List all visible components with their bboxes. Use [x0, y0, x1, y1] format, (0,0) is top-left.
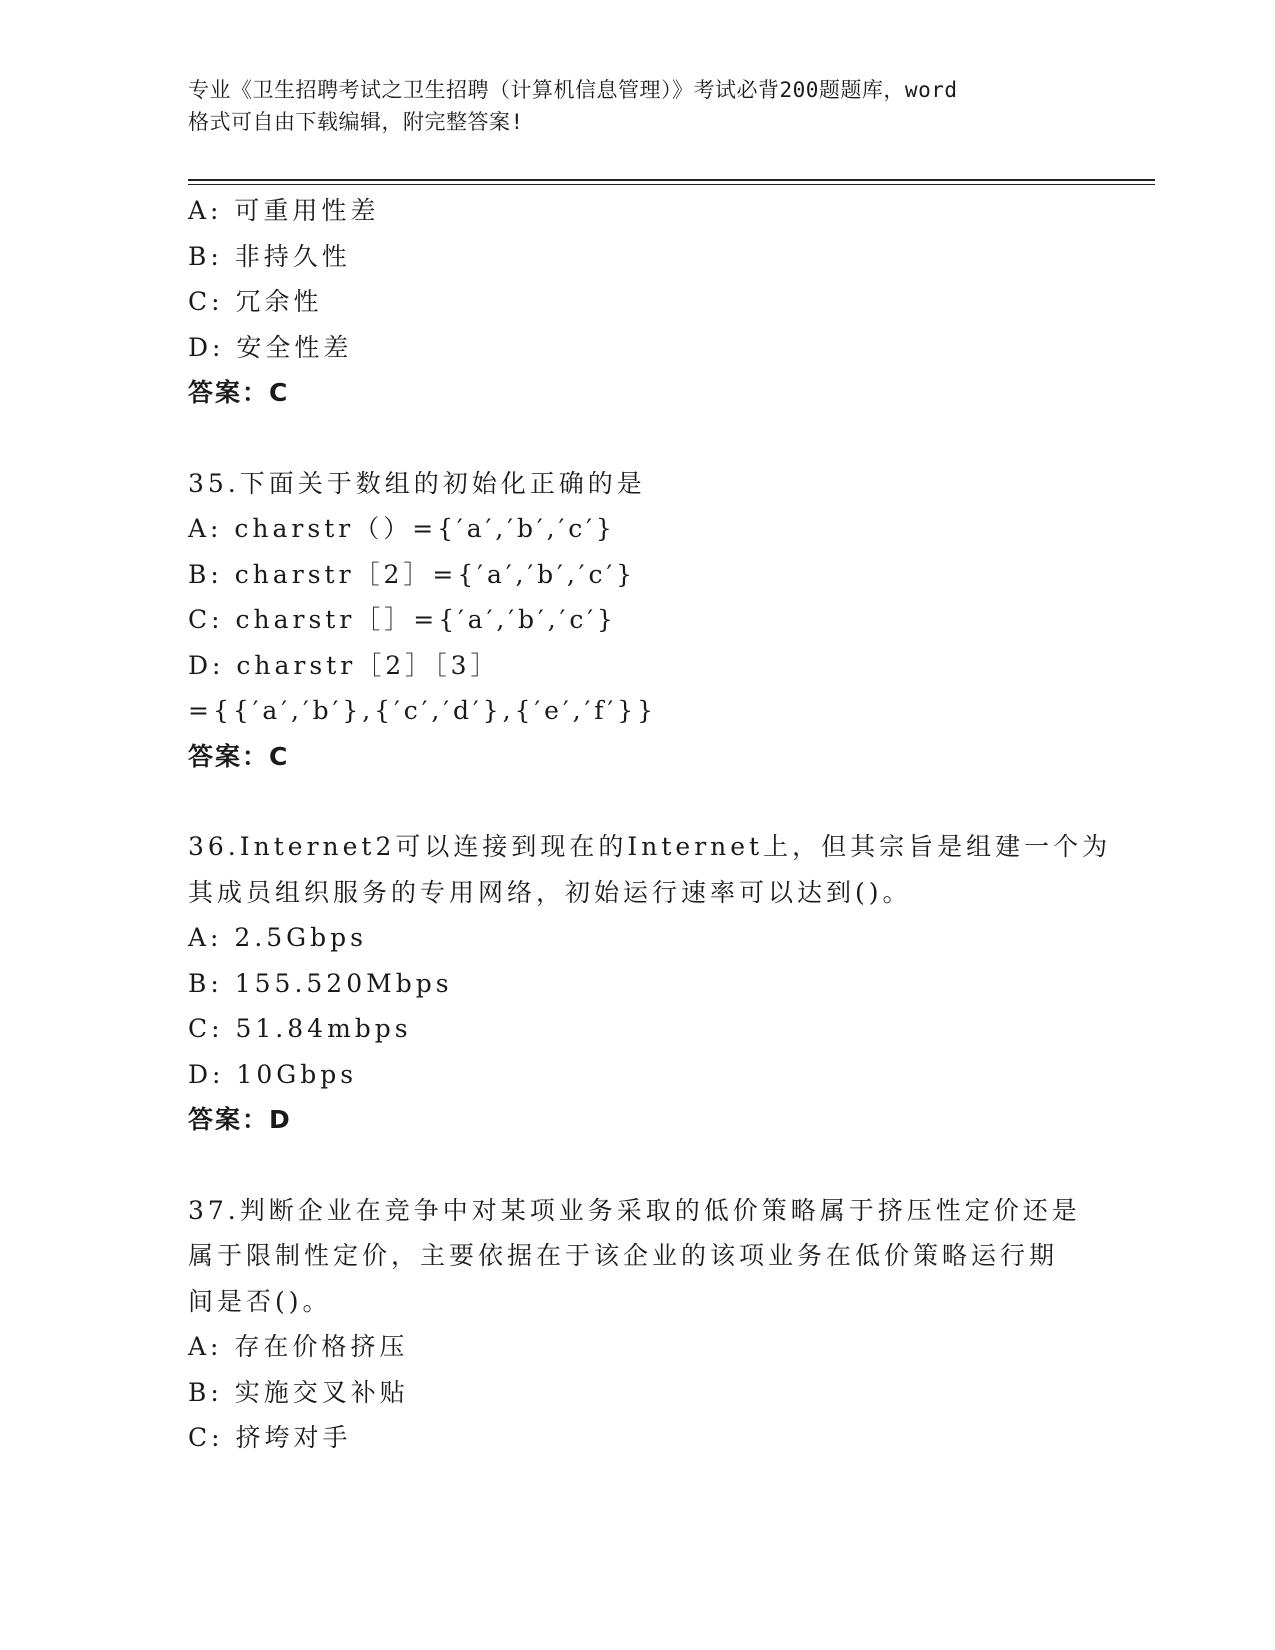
option-c: C: 51.84mbps — [188, 1014, 412, 1043]
option-c: C: 冗余性 — [188, 287, 323, 316]
option-b: B: charstr［2］={′a′,′b′,′c′} — [188, 559, 637, 589]
answer-line: 答案：D — [188, 1105, 292, 1134]
question-text-line-3: 间是否()。 — [188, 1286, 332, 1316]
document-header — [188, 74, 1088, 138]
header-line-2: 格式可自由下载编辑，附完整答案! — [188, 110, 524, 134]
answer-line: 答案：C — [188, 741, 290, 771]
option-d-continuation: ={{′a′,′b′},{′c′,′d′},{′e′,′f′}} — [188, 696, 658, 725]
option-b: B: 155.520Mbps — [188, 968, 453, 998]
question-block-36 — [188, 824, 1112, 1143]
option-d: D: 10Gbps — [188, 1059, 358, 1089]
answer-line: 答案：C — [188, 378, 290, 407]
spacer — [188, 779, 1088, 824]
spacer — [188, 416, 1088, 461]
option-c: C: 挤垮对手 — [188, 1423, 352, 1452]
document-body — [188, 188, 1112, 1461]
option-a: A: 可重用性差 — [188, 196, 380, 225]
header-divider-thick — [188, 179, 1155, 181]
question-block-34 — [188, 188, 1088, 416]
question-text-line-1: 36.Internet2可以连接到现在的Internet上，但其宗旨是组建一个为 — [188, 832, 1112, 861]
question-text: 35.下面关于数组的初始化正确的是 — [188, 468, 646, 498]
option-a: A: charstr（）={′a′,′b′,′c′} — [188, 514, 616, 543]
option-b: B: 实施交叉补贴 — [188, 1377, 409, 1407]
option-b: B: 非持久性 — [188, 241, 351, 271]
question-block-35 — [188, 461, 1088, 780]
header-divider-thin — [188, 184, 1155, 185]
option-d: D: 安全性差 — [188, 332, 353, 362]
option-a: A: 存在价格挤压 — [188, 1332, 409, 1361]
header-line-1: 专业《卫生招聘考试之卫生招聘（计算机信息管理）》考试必背200题题库，word — [188, 78, 958, 102]
option-d: D: charstr［2］［3］ — [188, 650, 500, 680]
question-text-line-2: 其成员组织服务的专用网络，初始运行速率可以达到()。 — [188, 877, 912, 907]
spacer — [188, 1143, 1088, 1188]
question-text-line-2: 属于限制性定价，主要依据在于该企业的该项业务在低价策略运行期 — [188, 1241, 1059, 1270]
question-text-line-1: 37.判断企业在竞争中对某项业务采取的低价策略属于挤压性定价还是 — [188, 1195, 1081, 1225]
option-a: A: 2.5Gbps — [188, 923, 367, 952]
option-c: C: charstr［］={′a′,′b′,′c′} — [188, 605, 617, 634]
question-block-37 — [188, 1188, 1088, 1461]
